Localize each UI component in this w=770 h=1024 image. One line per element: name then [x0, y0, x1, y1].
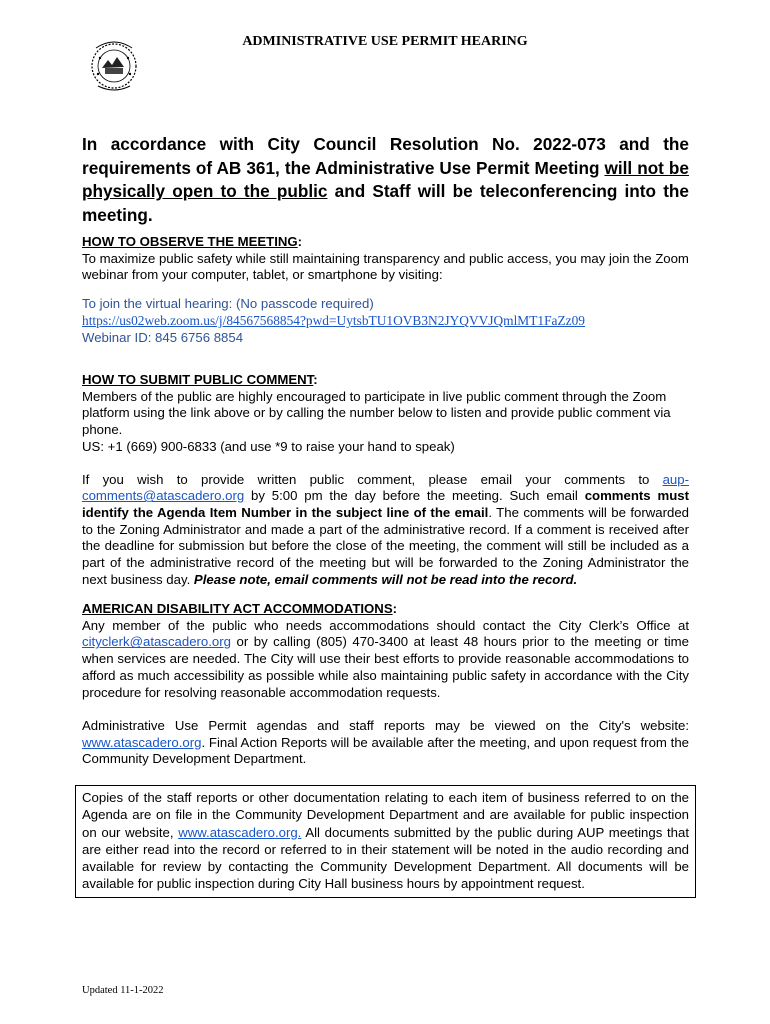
- public-comment-heading-colon: :: [313, 372, 318, 387]
- agendas-text-1: Administrative Use Permit agendas and staff reports may be viewed on the City's website:: [82, 718, 689, 733]
- ada-text-1: Any member of the public who needs accommodations should contact the City Clerk’s Office at: [82, 617, 689, 633]
- intro-statement: [82, 133, 689, 227]
- public-comment-section: [82, 372, 689, 588]
- aup-comments-email-link[interactable]: aup-comments@atascadero.org: [82, 471, 689, 504]
- observe-heading-colon: :: [297, 234, 303, 249]
- city-clerk-email-link[interactable]: cityclerk@atascadero.org: [82, 634, 231, 650]
- agendas-text-2: . Final Action Reports will be available after the meeting, and upon request from the Community Development Department.: [82, 734, 689, 767]
- page-title: ADMINISTRATIVE USE PERMIT HEARING: [242, 34, 528, 49]
- public-comment-body: Members of the public are highly encouraged to participate in live public comment through the Zoom platform using the link above or by calling the number below to listen and provide public comment via phone.: [82, 388, 671, 438]
- intro-text-part1: In accordance with City Council Resolution No. 2022-073 and the requirements of AB 361, the Administrative Use Permit Meeting: [82, 134, 689, 178]
- staff-reports-notice-box: [75, 785, 696, 898]
- written-comment-note: Please note, email comments will not be read into the record.: [193, 571, 578, 587]
- observe-heading-text: HOW TO OBSERVE THE MEETING: [82, 234, 298, 249]
- written-comment-text-1: If you wish to provide written public comment, please email your comments to: [82, 471, 663, 487]
- notice-website-link[interactable]: www.atascadero.org.: [178, 824, 302, 840]
- ada-heading-text: AMERICAN DISABILITY ACT ACCOMMODATIONS: [82, 601, 393, 616]
- observe-section: [82, 234, 689, 346]
- written-comment-text-3: . The comments will be forwarded to the Zoning Administrator and made a part of the administrative record. If a comment is received after the deadline for submission but before the close of the meeting, the comment will still be included as a part of the administrative record of the meeting but will be forwarded to the Zoning Administrator the next business day.: [82, 504, 689, 587]
- ada-section: [82, 601, 689, 701]
- ada-heading: [82, 601, 689, 618]
- written-comment-text-2: by 5:00 pm the day before the meeting. Such email: [244, 488, 585, 504]
- zoom-webinar-link[interactable]: https://us02web.zoom.us/j/84567568854?pwd=UytsbTU1OVB3N2JYQVVJQmlMT1FaZz09: [82, 312, 585, 328]
- intro-text-part2: and Staff will be teleconferencing into the meeting.: [82, 181, 689, 225]
- join-instructions: To join the virtual hearing: (No passcode required): [82, 296, 374, 312]
- agendas-body: [82, 718, 689, 768]
- written-comment-bold: comments must identify the Agenda Item Number in the subject line of the email: [82, 488, 689, 520]
- phone-instructions: US: +1 (669) 900-6833 (and use *9 to raise your hand to speak): [82, 438, 455, 454]
- zoom-link-line: [82, 313, 689, 330]
- public-comment-heading: [82, 372, 689, 389]
- public-comment-heading-text: HOW TO SUBMIT PUBLIC COMMENT: [82, 372, 314, 387]
- written-comment-paragraph: [82, 472, 689, 589]
- agendas-paragraph: [82, 718, 689, 768]
- ada-body: [82, 618, 689, 702]
- intro-underlined-text: will not be physically open to the public: [82, 157, 689, 201]
- observe-heading: [82, 234, 689, 251]
- ada-heading-colon: :: [392, 601, 398, 616]
- ada-text-2: or by calling (805) 470-3400 at least 48 hours prior to the meeting or time when services are needed. The City will use their best efforts to provide reasonable accommodations to afford as much accessibility as possible while also maintaining public safety in accordance with the City procedure for resolving reasonable accommodation requests.: [82, 634, 689, 700]
- notice-text-1: Copies of the staff reports or other documentation relating to each item of business referred to on the Agenda are on file in the Community Development Department and are available for public inspection on our website,: [82, 790, 689, 840]
- city-website-link[interactable]: www.atascadero.org: [82, 734, 202, 750]
- webinar-id: Webinar ID: 845 6756 8854: [82, 329, 244, 345]
- updated-date: Updated 11-1-2022: [82, 985, 164, 996]
- notice-text-2: All documents submitted by the public during AUP meetings that are either read into the record or referred to in their statement will be noted in the audio recording and available for review by contacting the Community Development Department. All documents will be available for public inspection during City Hall business hours by appointment request.: [82, 824, 689, 892]
- observe-body: To maximize public safety while still maintaining transparency and public access, you may join the Zoom webinar from your computer, tablet, or smartphone by visiting:: [82, 250, 689, 283]
